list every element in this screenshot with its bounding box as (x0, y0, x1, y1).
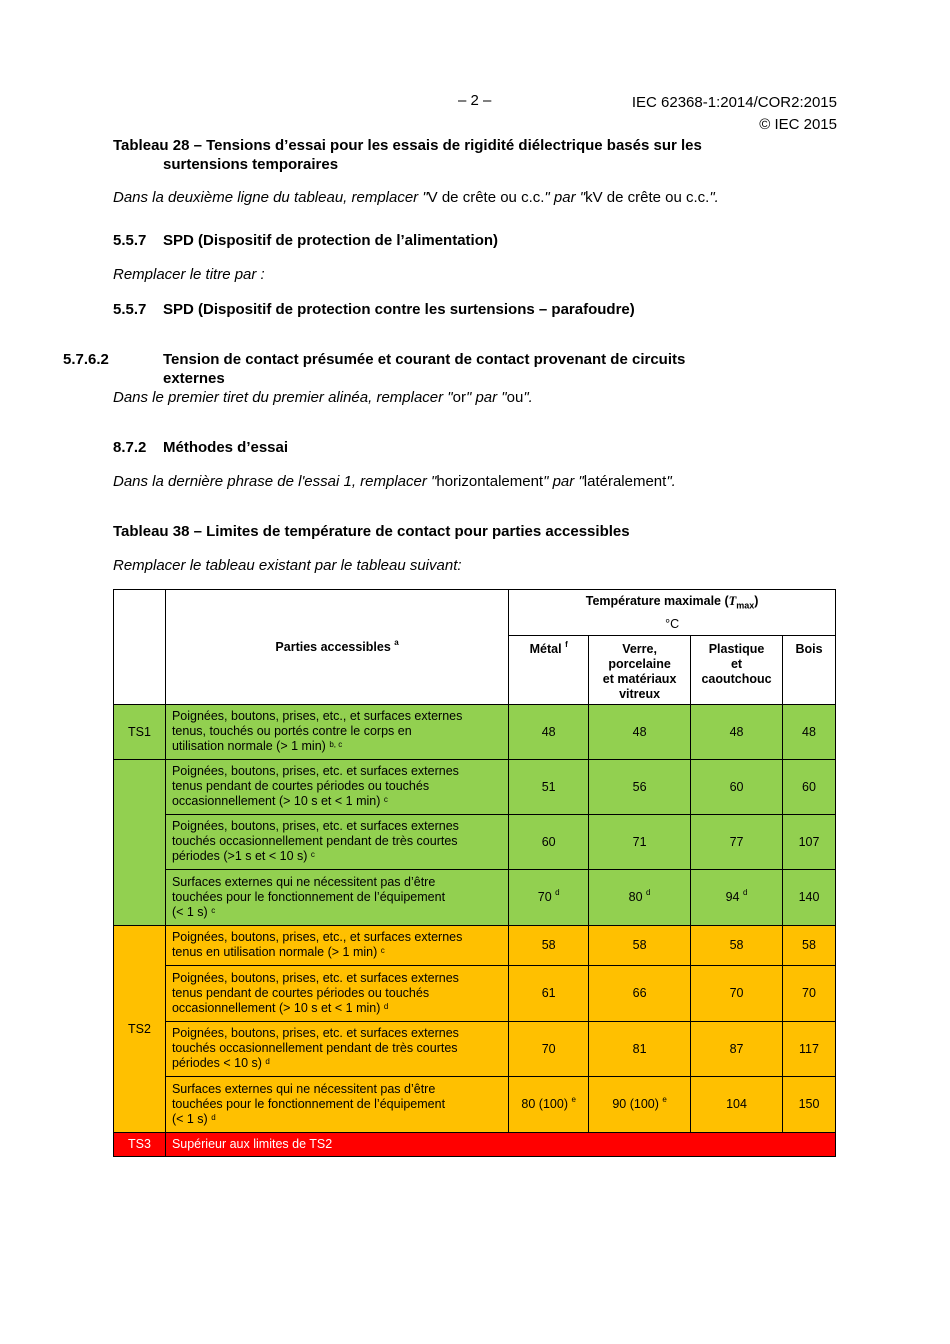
header-glass: Verre, porcelaine et matériaux vitreux (589, 635, 691, 704)
section-title-5-7-6-2: 5.7.6.2 Tension de contact présumée et courant de contact provenant de circuits externes (63, 351, 686, 387)
header-parts: Parties accessibles $^a$ (165, 590, 508, 705)
table-row: Surfaces externes qui ne nécessitent pas d’être touchées pour le fonctionnement de l’équipement (< 1 s) $^d$ 80 (100) $^e$ 90 (100) $^e$ 104 150 (114, 1076, 836, 1132)
header-max-temp: Température maximale $(T_{max})$ °C (509, 590, 836, 636)
class-ts3: TS3 (114, 1132, 166, 1156)
table-row: Poignées, boutons, prises, etc. et surfaces externes touchés occasionnellement pendant de très courtes périodes (>1 s et < 10 s) $^c$ 60 71 77 107 (114, 814, 836, 869)
section-title-5-5-7-b: 5.5.7 SPD (Dispositif de protection contre les surtensions – parafoudre) (113, 301, 635, 318)
class-ts1: TS1 (114, 704, 166, 759)
section-title-tableau-38: Tableau 38 – Limites de température de contact pour parties accessibles (113, 523, 630, 540)
table-row: Poignées, boutons, prises, etc. et surfaces externes tenus pendant de courtes périodes ou touchés occasionnellement (> 10 s et < 1 min) $^c$ 51 56 60 60 (114, 759, 836, 814)
table-row (114, 1132, 836, 1156)
instruction-tableau-38: Remplacer le tableau existant par le tableau suivant: (113, 557, 462, 574)
ts3-text: Supérieur aux limites de TS2 (165, 1132, 835, 1156)
section-title-tableau-28: Tableau 28 – Tensions d’essai pour les essais de rigidité diélectrique basés sur les surtensions temporaires (113, 137, 702, 173)
instruction-tableau-28: Dans la deuxième ligne du tableau, remplacer "V de crête ou c.c." par "kV de crête ou c.c.". (113, 189, 719, 206)
table-row: Surfaces externes qui ne nécessitent pas d’être touchées pour le fonctionnement de l’équipement (< 1 s) $^c$ 70 $^d$ 80 $^d$ 94 $^d$ 140 (114, 869, 836, 925)
table-row: TS1 Poignées, boutons, prises, etc., et surfaces externes tenus, touchés ou portés contre le corps en utilisation normale (> 1 min) $^{b, c}$ 48 48 48 48 (114, 704, 836, 759)
header-metal: Métal $^f$ (509, 635, 589, 704)
page-number: – 2 – (458, 92, 492, 109)
document-reference (632, 92, 837, 136)
header-plastic: Plastique et caoutchouc (691, 635, 783, 704)
temperature-limits-table (113, 589, 836, 1157)
table-row: Poignées, boutons, prises, etc. et surfaces externes touchés occasionnellement pendant de très courtes périodes < 10 s) $^d$ 70 81 87 117 (114, 1021, 836, 1076)
class-ts1-continued (114, 759, 166, 925)
instruction-8-7-2: Dans la dernière phrase de l'essai 1, remplacer "horizontalement" par "latéralement". (113, 473, 676, 490)
instruction-5-5-7: Remplacer le titre par : (113, 266, 265, 283)
table-row: TS2 Poignées, boutons, prises, etc., et surfaces externes tenus en utilisation normale (> 1 min) $^c$ 58 58 58 58 (114, 925, 836, 965)
class-ts2: TS2 (114, 925, 166, 1132)
instruction-5-7-6-2: Dans le premier tiret du premier alinéa, remplacer "or" par "ou". (113, 389, 533, 406)
section-title-8-7-2: 8.7.2 Méthodes d’essai (113, 439, 289, 456)
document-body (63, 136, 836, 1157)
section-title-5-5-7-a: 5.5.7 SPD (Dispositif de protection de l’alimentation) (113, 232, 499, 249)
copyright: © IEC 2015 (759, 116, 837, 133)
table-row: Poignées, boutons, prises, etc. et surfaces externes tenus pendant de courtes périodes ou touchés occasionnellement (> 10 s et < 1 min) $^d$ 61 66 70 70 (114, 965, 836, 1021)
header-class-empty (114, 590, 166, 705)
header-wood: Bois (783, 635, 836, 704)
doc-ref: IEC 62368-1:2014/COR2:2015 (631, 94, 837, 111)
